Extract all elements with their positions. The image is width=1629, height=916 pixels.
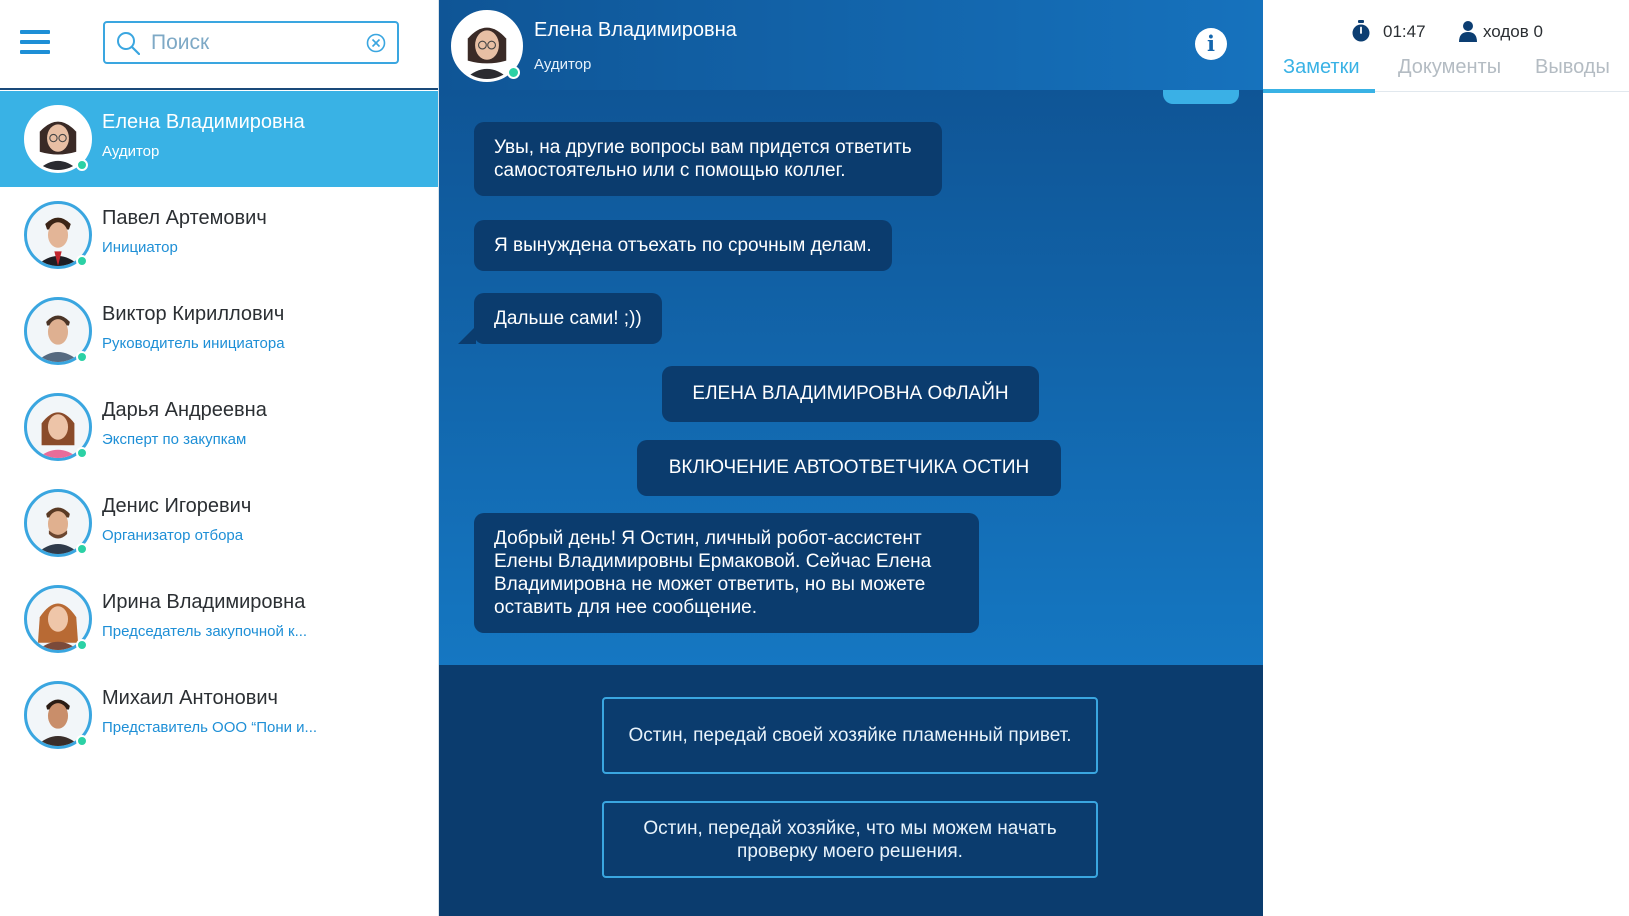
sidebar-header bbox=[0, 0, 438, 90]
incoming-message: Дальше сами! ;)) bbox=[474, 293, 662, 344]
contact-role: Аудитор bbox=[102, 143, 160, 160]
chat-header bbox=[439, 0, 1263, 90]
contact-role: Председатель закупочной к... bbox=[102, 623, 308, 640]
clear-search-icon[interactable] bbox=[366, 33, 386, 53]
info-icon[interactable]: i bbox=[1195, 28, 1227, 60]
online-status bbox=[76, 639, 88, 651]
contact-role: Представитель ООО “Пони и... bbox=[102, 719, 318, 736]
tab-conclusions[interactable]: Выводы bbox=[1535, 56, 1610, 78]
contact-item[interactable] bbox=[0, 187, 438, 283]
system-message: ЕЛЕНА ВЛАДИМИРОВНА ОФЛАЙН bbox=[662, 366, 1039, 422]
contact-item[interactable] bbox=[0, 475, 438, 571]
contact-role: Эксперт по закупкам bbox=[102, 431, 247, 448]
contact-item[interactable] bbox=[0, 91, 438, 187]
outgoing-message-partial bbox=[1163, 90, 1239, 104]
reply-option-button[interactable]: Остин, передай своей хозяйке пламенный привет. bbox=[602, 697, 1098, 774]
chat-contact-role: Аудитор bbox=[534, 56, 592, 73]
incoming-message: Увы, на другие вопросы вам придется ответить самостоятельно или с помощью коллег. bbox=[474, 122, 942, 196]
contacts-sidebar bbox=[0, 0, 439, 916]
contact-item[interactable] bbox=[0, 283, 438, 379]
online-status bbox=[76, 447, 88, 459]
timer-value: 01:47 bbox=[1383, 22, 1426, 41]
reply-options bbox=[439, 665, 1263, 916]
contact-item[interactable] bbox=[0, 571, 438, 667]
tab-documents[interactable]: Документы bbox=[1398, 56, 1502, 78]
contact-list bbox=[0, 91, 438, 763]
search-input[interactable] bbox=[151, 27, 351, 58]
contact-item[interactable] bbox=[0, 379, 438, 475]
contact-item[interactable] bbox=[0, 667, 438, 763]
contact-name: Елена Владимировна bbox=[102, 111, 305, 133]
user-icon bbox=[1459, 20, 1477, 42]
contact-name: Павел Артемович bbox=[102, 207, 267, 229]
tab-notes[interactable]: Заметки bbox=[1283, 56, 1360, 78]
panel-tabs bbox=[1263, 50, 1629, 92]
search-icon bbox=[116, 31, 140, 55]
contact-role: Руководитель инициатора bbox=[102, 335, 285, 352]
contact-name: Дарья Андреевна bbox=[102, 399, 267, 421]
menu-icon[interactable] bbox=[20, 30, 50, 54]
contact-name: Виктор Кириллович bbox=[102, 303, 285, 325]
contact-name: Ирина Владимировна bbox=[102, 591, 306, 613]
online-status bbox=[76, 351, 88, 363]
online-status bbox=[76, 159, 88, 171]
online-status bbox=[76, 255, 88, 267]
online-status bbox=[76, 543, 88, 555]
reply-option-button[interactable]: Остин, передай хозяйке, что мы можем начать проверку моего решения. bbox=[602, 801, 1098, 878]
incoming-message: Добрый день! Я Остин, личный робот-ассистент Елены Владимировны Ермаковой. Сейчас Елена Владимировна не может ответить, но вы можете оставить для нее сообщение. bbox=[474, 513, 979, 633]
contact-name: Михаил Антонович bbox=[102, 687, 278, 709]
contact-name: Денис Игоревич bbox=[102, 495, 252, 517]
chat-panel bbox=[439, 0, 1263, 916]
contact-role: Инициатор bbox=[102, 239, 178, 256]
incoming-message: Я вынуждена отъехать по срочным делам. bbox=[474, 220, 892, 271]
online-status bbox=[76, 735, 88, 747]
side-panel bbox=[1263, 0, 1629, 916]
stopwatch-icon bbox=[1351, 20, 1371, 42]
contact-role: Организатор отбора bbox=[102, 527, 244, 544]
active-tab-indicator bbox=[1263, 89, 1375, 93]
moves-counter: ходов 0 bbox=[1483, 22, 1543, 41]
chat-contact-name: Елена Владимировна bbox=[534, 19, 737, 41]
message-list bbox=[439, 90, 1263, 665]
game-stats bbox=[1263, 20, 1629, 44]
search-box bbox=[103, 21, 399, 64]
online-status bbox=[507, 66, 520, 79]
system-message: ВКЛЮЧЕНИЕ АВТООТВЕТЧИКА ОСТИН bbox=[637, 440, 1061, 496]
